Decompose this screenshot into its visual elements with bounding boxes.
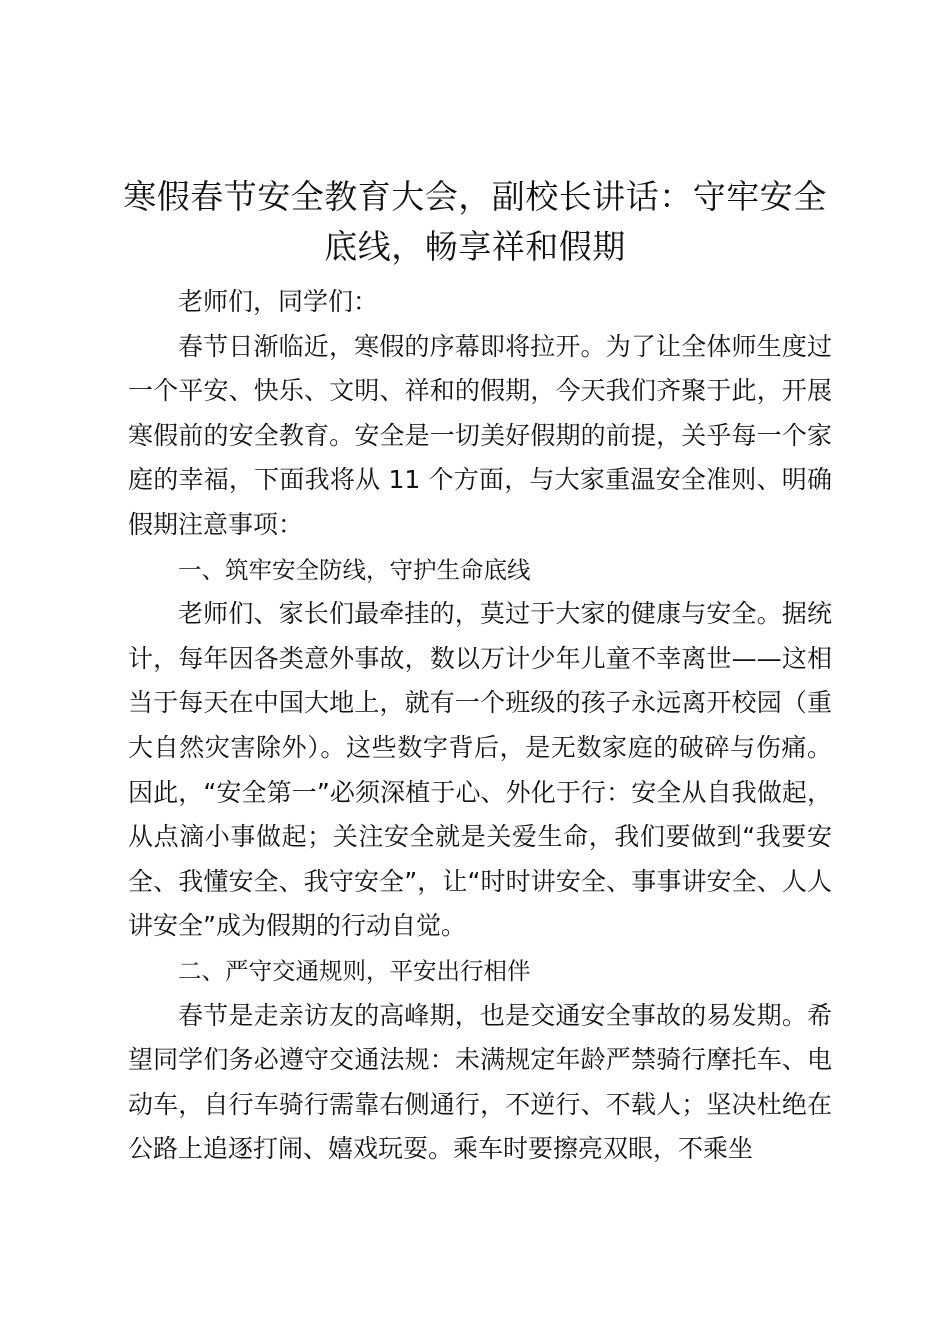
section-2-paragraph: 春节是走亲访友的高峰期，也是交通安全事故的易发期。希望同学们务必遵守交通法规：未满规定年龄严禁骑行摩托车、电动车，自行车骑行需靠右侧通行，不逆行、不载人；坚决杜绝在公路上追逐打闹、嬉戏玩耍。乘车时要擦亮双眼，不乘坐 <box>128 1000 832 1164</box>
section-heading-1: 一、筑牢安全防线，守护生命底线 <box>178 555 531 584</box>
document-body <box>128 280 832 1172</box>
intro-paragraph: 春节日渐临近，寒假的序幕即将拉开。为了让全体师生度过一个平安、快乐、文明、祥和的假期，今天我们齐聚于此，开展寒假前的安全教育。安全是一切美好假期的前提，关乎每一个家庭的幸福，下面我将从 11 个方面，与大家重温安全准则、明确假期注意事项： <box>128 331 832 539</box>
document-title: 寒假春节安全教育大会，副校长讲话：守牢安全底线，畅享祥和假期 <box>123 177 827 266</box>
salutation-paragraph: 老师们，同学们： <box>178 287 379 316</box>
section-heading-2: 二、严守交通规则，平安出行相伴 <box>178 956 531 985</box>
section-1-paragraph: 老师们、家长们最牵挂的，莫过于大家的健康与安全。据统计，每年因各类意外事故，数以万计少年儿童不幸离世——这相当于每天在中国大地上，就有一个班级的孩子永远离开校园（重大自然灾害除外）。这些数字背后，是无数家庭的破碎与伤痛。因此，“安全第一”必须深植于心、外化于行：安全从自我做起，从点滴小事做起；关注安全就是关爱生命，我们要做到“我要安全、我懂安全、我守安全”，让“时时讲安全、事事讲安全、人人讲安全”成为假期的行动自觉。 <box>128 599 832 941</box>
